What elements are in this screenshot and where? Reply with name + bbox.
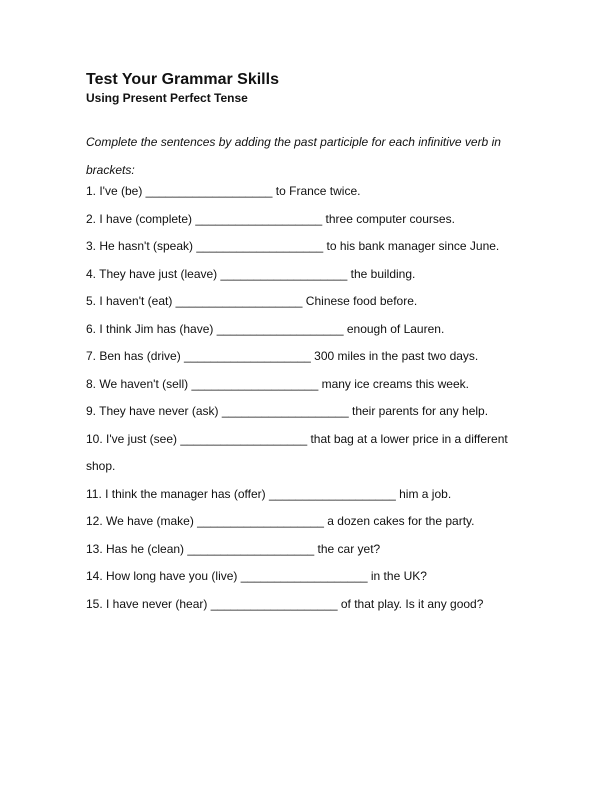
question-6: 6. I think Jim has (have) ___________________ enough of Lauren. bbox=[86, 321, 445, 336]
instructions: Complete the sentences by adding the past participle for each infinitive verb in brackets: bbox=[86, 135, 501, 177]
question-9: 9. They have never (ask) ___________________ their parents for any help. bbox=[86, 404, 489, 418]
question-list bbox=[86, 178, 531, 618]
question-10: 10. I've just (see) ___________________ that bag at a lower price in a different shop. bbox=[86, 431, 508, 473]
page-title: Test Your Grammar Skills bbox=[86, 71, 279, 88]
question-3: 3. He hasn't (speak) ___________________ to his bank manager since June. bbox=[86, 239, 500, 253]
question-2: 2. I have (complete) ___________________ three computer courses. bbox=[86, 211, 455, 226]
question-4: 4. They have just (leave) ___________________ the building. bbox=[86, 266, 416, 281]
question-13: 13. Has he (clean) ___________________ the car yet? bbox=[86, 541, 381, 556]
page-subtitle: Using Present Perfect Tense bbox=[86, 91, 248, 105]
question-15: 15. I have never (hear) ___________________ of that play. Is it any good? bbox=[86, 596, 484, 611]
question-8: 8. We haven't (sell) ___________________ many ice creams this week. bbox=[86, 376, 469, 391]
question-14: 14. How long have you (live) ___________________ in the UK? bbox=[86, 569, 427, 583]
question-5: 5. I haven't (eat) ___________________ Chinese food before. bbox=[86, 294, 418, 308]
question-1: 1. I've (be) ___________________ to France twice. bbox=[86, 184, 361, 198]
question-11: 11. I think the manager has (offer) ___________________ him a job. bbox=[86, 486, 452, 501]
question-7: 7. Ben has (drive) ___________________ 300 miles in the past two days. bbox=[86, 349, 479, 363]
question-12: 12. We have (make) ___________________ a dozen cakes for the party. bbox=[86, 514, 475, 528]
